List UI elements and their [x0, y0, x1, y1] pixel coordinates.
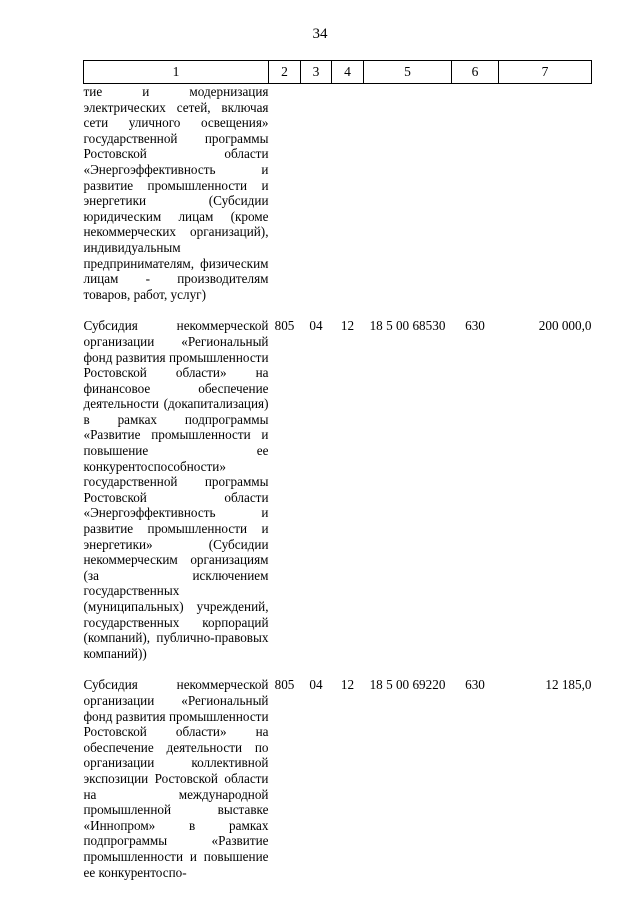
budget-table — [83, 60, 592, 880]
section-code — [301, 84, 332, 303]
row-spacer — [84, 302, 592, 318]
subsection-code: 12 — [340, 318, 355, 334]
column-header-1: 1 — [84, 61, 269, 84]
table-body — [84, 84, 592, 881]
row-description: Субсидия некоммерческой организации «Региональный фонд развития промышленности Ростовской области» на обеспечение деятельности по организации коллективной экспозиции Ростовской области на международной промышленной выставке «Иннопром» в рамках подпрограммы «Развитие промышленности и повышение ее конкурентоспо- — [83, 677, 269, 880]
target-article-code — [364, 84, 452, 303]
table-header — [84, 61, 592, 84]
amount: 12 185,0 — [545, 677, 592, 693]
column-header-2: 2 — [269, 61, 301, 84]
section-code: 04 — [309, 318, 323, 334]
section-code: 04 — [309, 677, 323, 693]
expense-type-code — [452, 84, 499, 303]
subsection-code: 12 — [340, 677, 355, 693]
row-spacer — [84, 661, 592, 677]
ministry-code: 805 — [274, 677, 295, 693]
page-number: 34 — [312, 26, 328, 42]
column-header-7: 7 — [499, 61, 592, 84]
table-row — [84, 318, 592, 661]
expense-type-code: 630 — [465, 318, 485, 334]
ministry-code — [269, 84, 301, 303]
table-row — [84, 677, 592, 880]
amount — [499, 84, 592, 303]
expense-type-code: 630 — [465, 677, 485, 693]
target-article-code: 18 5 00 69220 — [369, 677, 446, 693]
table-row — [84, 84, 592, 303]
header-row — [84, 61, 592, 84]
amount: 200 000,0 — [538, 318, 592, 334]
row-description: Субсидия некоммерческой организации «Региональный фонд развития промышленности Ростовской области» на финансовое обеспечение деятельности (докапитализация) в рамках подпрограммы «Развитие промышленности и повышение ее конкурентоспособности» государственной программы Ростовской области «Энергоэффективность и развитие промышленности и энергетики» (Субсидии некоммерческим организациям (за исключением государственных (муниципальных) учреждений, государственных корпораций (компаний), публично-правовых компаний)) — [83, 318, 269, 661]
column-header-6: 6 — [452, 61, 499, 84]
column-header-3: 3 — [301, 61, 332, 84]
target-article-code: 18 5 00 68530 — [369, 318, 446, 334]
column-header-4: 4 — [332, 61, 364, 84]
subsection-code — [332, 84, 364, 303]
ministry-code: 805 — [274, 318, 295, 334]
column-header-5: 5 — [364, 61, 452, 84]
row-description: тие и модернизация электрических сетей, включая сети уличного освещения» государственной программы Ростовской области «Энергоэффективность и развитие промышленности и энергетики (Субсидии юридическим лицам (кроме некоммерческих организаций), индивидуальным предпринимателям, физическим лицам - производителям товаров, работ, услуг) — [83, 84, 269, 302]
